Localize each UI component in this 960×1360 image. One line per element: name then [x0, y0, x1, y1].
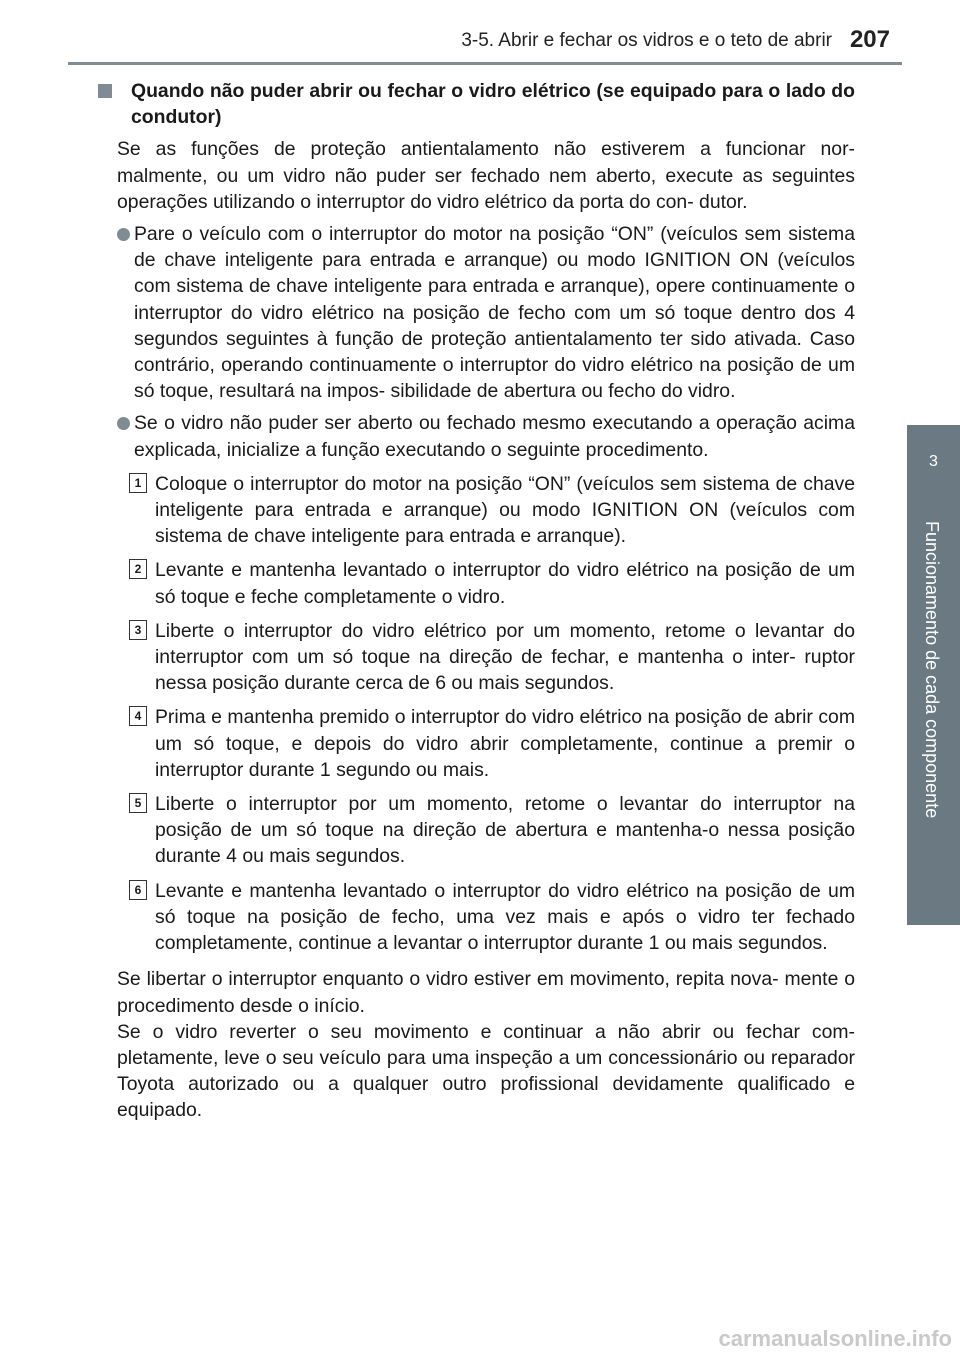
procedure-step [117, 471, 855, 550]
header-divider [68, 62, 902, 65]
step-text: Liberte o interruptor do vidro elétrico por um momento, retome o levantar do interruptor com um só toque na direção de fechar, e mantenha o inter- ruptor nessa posição durante cerca de 6 ou mais segundos. [155, 619, 855, 695]
step-number-box: 4 [129, 706, 147, 726]
step-text: Levante e mantenha levantado o interruptor do vidro elétrico na posição de um só toque e feche completamente o vidro. [155, 559, 855, 608]
intro-paragraph: Se as funções de proteção antientalamento não estiverem a funcionar nor- malmente, ou um vidro não puder ser fechado nem aberto, execute as seguintes operações utilizando o interruptor do vidro elétrico da porta do con- dutor. [117, 138, 855, 213]
section-title: 3-5. Abrir e fechar os vidros e o teto de abrir [461, 30, 832, 51]
closing-paragraph: Se o vidro reverter o seu movimento e continuar a não abrir ou fechar com- pletamente, leve o seu veículo para uma inspeção a um concessionário ou reparador Toyota autorizado ou a qualquer outro profissional devidamente qualificado e equipado. [117, 1020, 855, 1122]
bullet-dot-icon [117, 417, 130, 430]
chapter-label: Funcionamento de cada componente [922, 521, 942, 819]
procedure-step [117, 791, 855, 870]
step-number-box: 6 [129, 880, 147, 900]
step-text: Coloque o interruptor do motor na posição “ON” (veículos sem sistema de chave inteligente para entrada e arranque) ou modo IGNITION ON (veículos com sistema de chave inteligente para entrada e arranque). [155, 472, 855, 548]
chapter-number: 3 [929, 453, 938, 470]
page-content [117, 78, 855, 1124]
section-heading-text: Quando não puder abrir ou fechar o vidro elétrico (se equipado para o lado do condutor) [131, 80, 855, 129]
procedure-step [117, 878, 855, 957]
bullet-dot-icon [117, 228, 130, 241]
step-number-box: 1 [129, 473, 147, 493]
chapter-side-tab [907, 425, 960, 925]
procedure-step [117, 704, 855, 783]
step-text: Liberte o interruptor por um momento, retome o levantar do interruptor na posição de um só toque na direção de abertura e mantenha-o nessa posição durante 4 ou mais segundos. [155, 793, 855, 868]
page-header [0, 0, 960, 64]
bullet-text: Pare o veículo com o interruptor do motor na posição “ON” (veículos sem sistema de chave inteligente para entrada e arranque) ou modo IGNITION ON (veículos com sistema de chave inteligente para entrada e arranque), opere continuamente o interruptor do vidro elétrico na posição de fecho com um só toque dentro dos 4 segundos seguintes à função de proteção antientalamento ter sido ativada. Caso contrário, operando continuamente o interruptor do vidro elétrico na posição de um só toque, resultará na impos- sibilidade de abertura ou fecho do vidro. [134, 223, 855, 403]
step-text: Prima e mantenha premido o interruptor do vidro elétrico na posição de abrir com um só toque, e depois do vidro abrir completamente, continue a premir o interruptor durante 1 segundo ou mais. [155, 706, 855, 781]
step-number-box: 3 [129, 620, 147, 640]
bullet-item [117, 221, 855, 404]
bullet-text: Se o vidro não puder ser aberto ou fechado mesmo executando a operação acima explicada, inicialize a função executando o seguinte procedimento. [134, 412, 855, 461]
watermark: carmanualsonline.info [718, 1326, 952, 1351]
step-number-box: 2 [129, 559, 147, 579]
step-text: Levante e mantenha levantado o interruptor do vidro elétrico na posição de um só toque na posição de fecho, uma vez mais e após o vidro ter fechado completamente, continue a levantar o interruptor durante 1 ou mais segundos. [155, 879, 855, 955]
procedure-step [117, 557, 855, 609]
bullet-item [117, 410, 855, 462]
closing-paragraph: Se libertar o interruptor enquanto o vidro estiver em movimento, repita nova- mente o procedimento desde o início. [117, 968, 855, 1017]
square-marker-icon [98, 84, 112, 98]
step-number-box: 5 [129, 793, 147, 813]
section-heading [117, 78, 855, 130]
page-number: 207 [849, 26, 890, 53]
procedure-step [117, 618, 855, 697]
